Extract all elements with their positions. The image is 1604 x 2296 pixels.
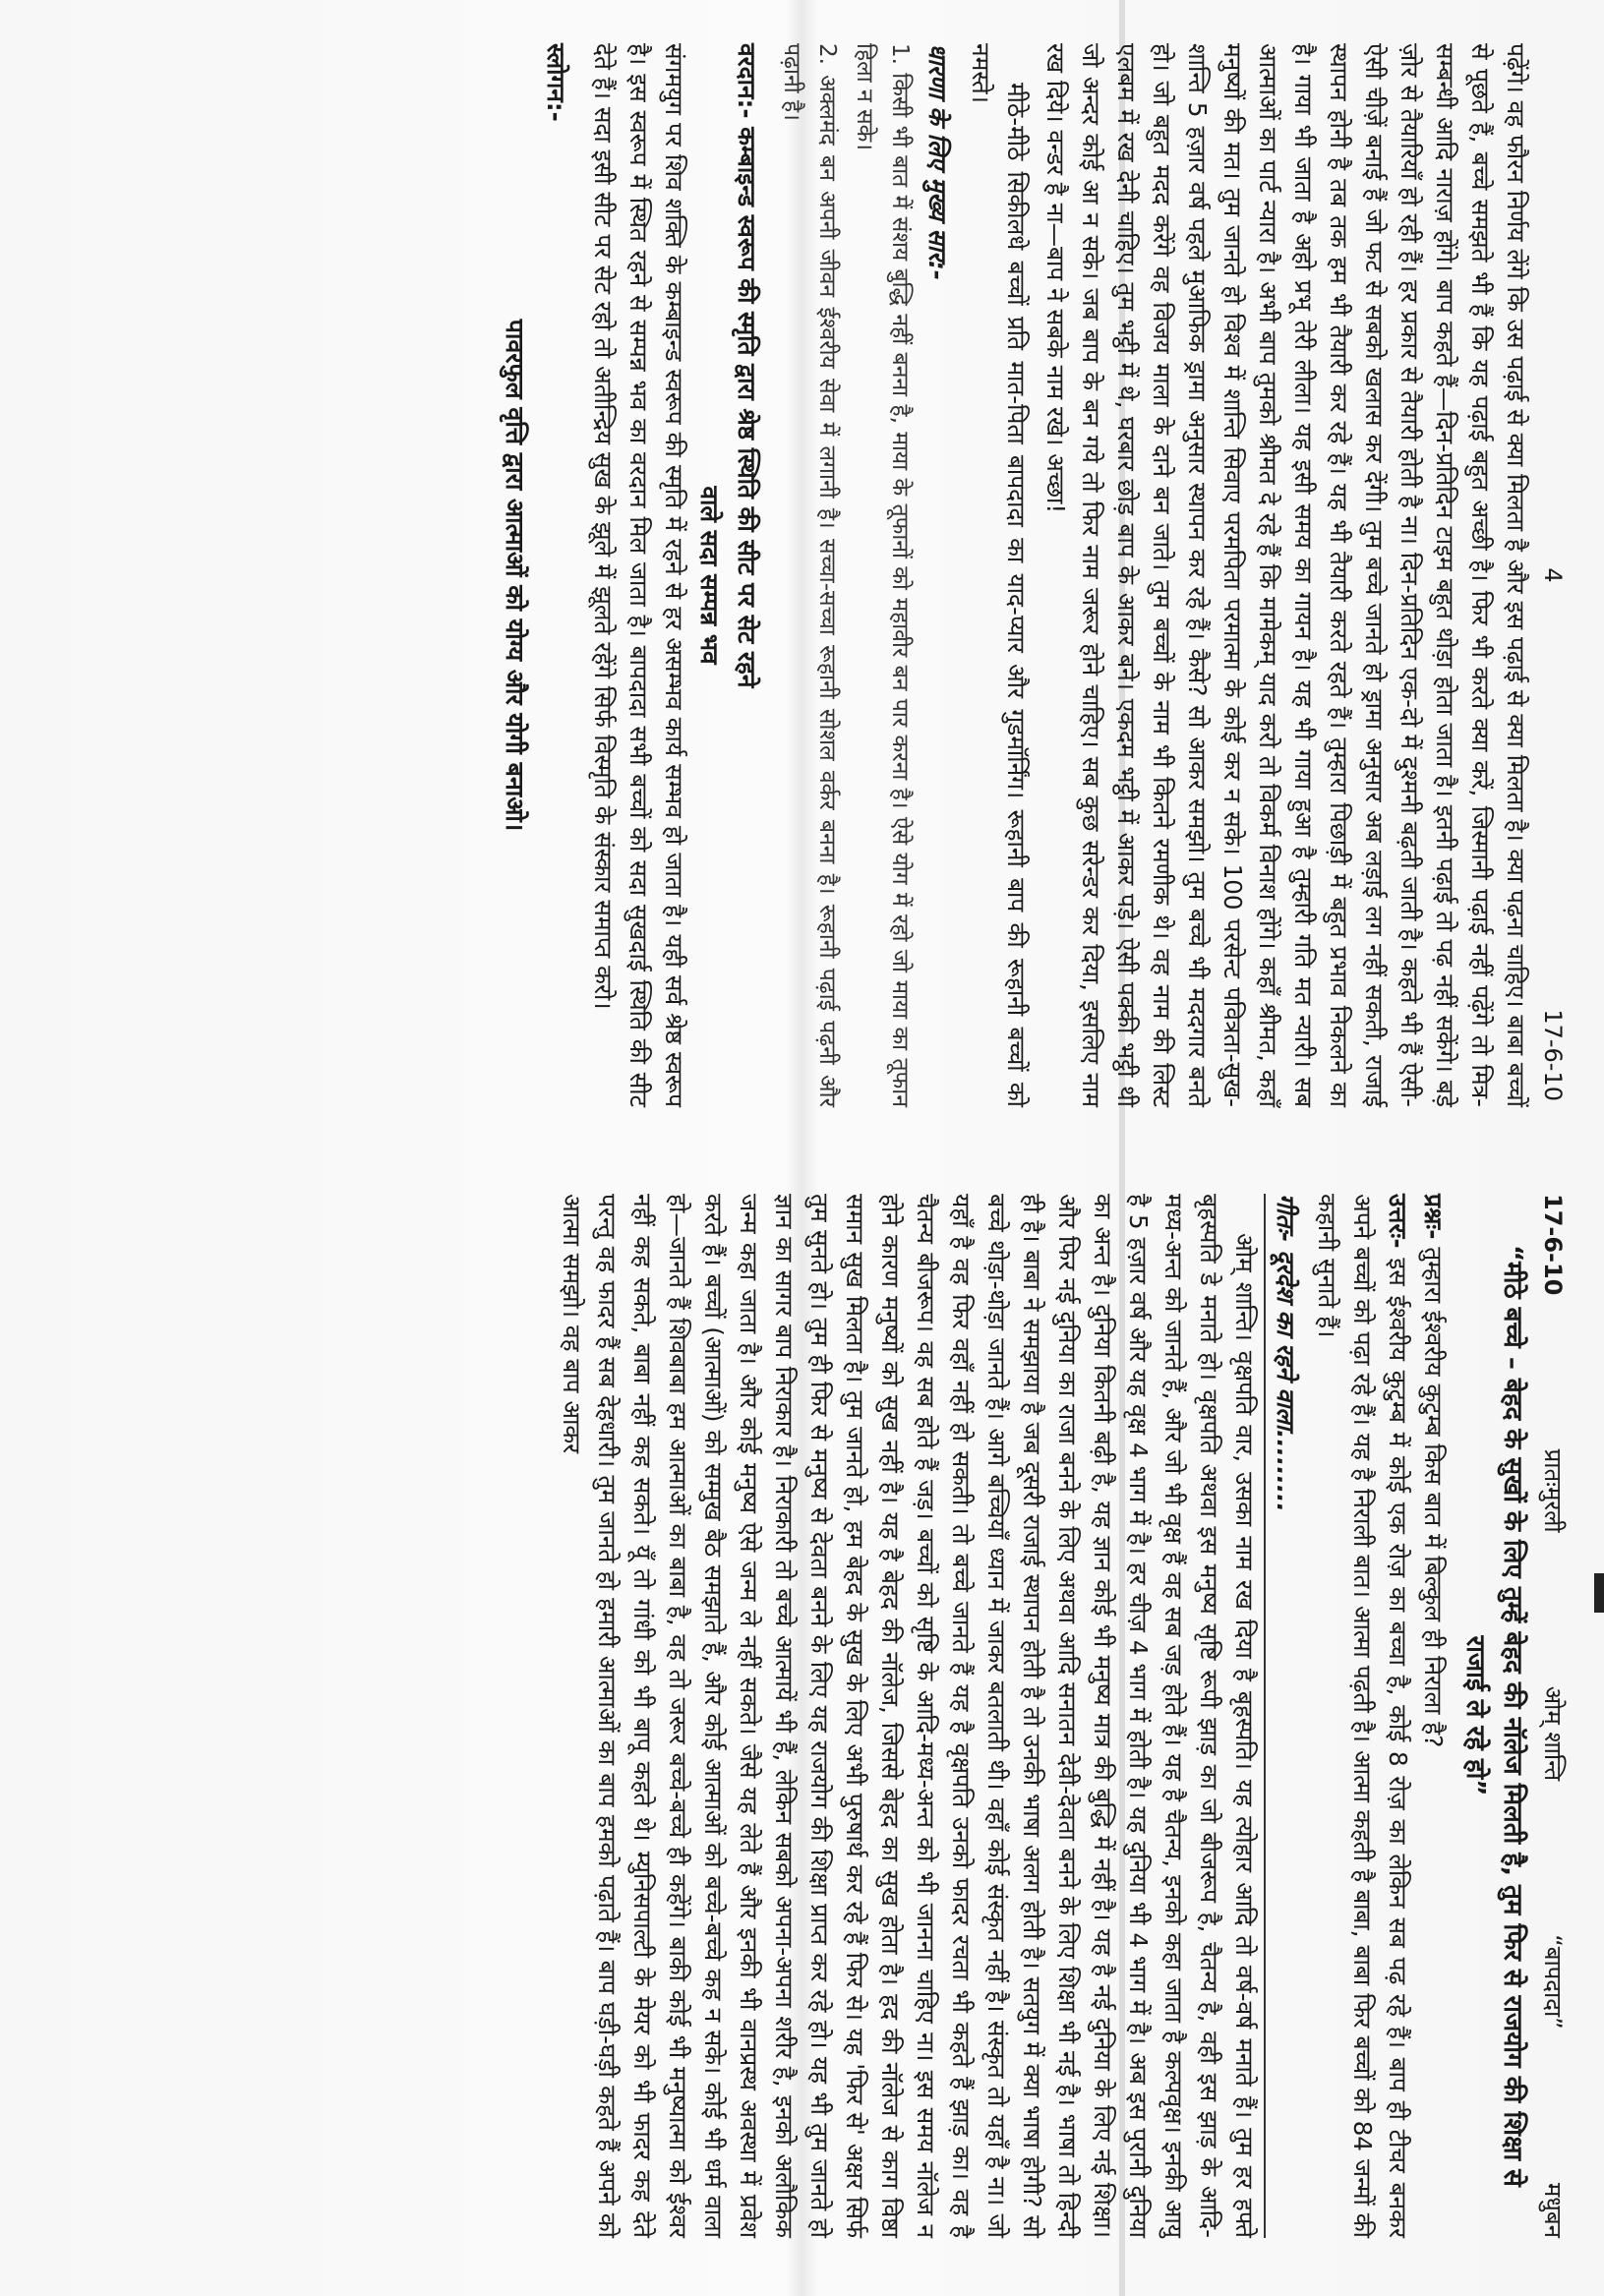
- question-label: प्रश्नः-: [1419, 1194, 1448, 1240]
- answer-label: उत्तरः-: [1384, 1194, 1412, 1249]
- question-answer: [1309, 1194, 1451, 2238]
- blessing-label: वरदान:-: [733, 43, 761, 119]
- slogan-section: [497, 43, 573, 1107]
- blessing-caption: वाले सदा सम्पन्न भव: [695, 486, 724, 665]
- murli-date: 17-6-10: [1539, 1194, 1567, 1296]
- dharna-point: 2. अक्लमंद बन अपनी जीवन ईश्वरीय सेवा में लगानी है। सच्चा-सच्चा रूहानी सोशल वर्कर बनना है। रूहानी पढ़ाई पढ़नी और पढ़ानी है।: [779, 43, 840, 1107]
- binder-mark: [1594, 1573, 1604, 1613]
- slogan-text: पावरफुल वृत्ति द्वारा आत्माओं को योग्य और योगी बनाओ।: [501, 319, 529, 832]
- blessing-text: संगमयुग पर शिव शक्ति के कम्बाइन्ड स्वरूप की स्मृति में रहने से हर असम्भव कार्य सम्भव हो जाता है। यही सर्व श्रेष्ठ स्वरूप है। इस स्वरूप में स्थित रहने से सम्पन्न भव का वरदान मिल जाता है। बापदादा सभी बच्चों को सदा सुखदाई स्थिति की सीट देते हैं। सदा इसी सीट पर सेट रहो तो अतीन्द्रिय सुख के झूले में झूलते रहेंगे सिर्फ विस्मृति के संस्कार समाप्त करो।: [589, 43, 688, 1107]
- murli-title: “मीठे बच्चे – बेहद के सुखों के लिए तुम्हें बेहद की नॉलेज मिलती है, तुम फिर से राजयोग की शिक्षा से राजाई ले रहे हो”: [1460, 1245, 1527, 2187]
- murli-place: मधुबन: [1539, 2182, 1567, 2238]
- blessing-line: कम्बाइन्ड स्वरूप की स्मृति द्वारा श्रेष्ठ स्थिति की सीट पर सेट रहने: [733, 127, 761, 688]
- murli-greeting: ओम् शान्ति: [1539, 1685, 1567, 1782]
- body-paragraph: ओम् शान्ति। वृक्षपति वार, उसका नाम रख दिया है बृहस्पति। यह त्योहार आदि तो वर्ष-वर्ष मनाते हैं। तुम हर हफ्ते बृहस्पति डे मनाते हो। वृक्षपति अथवा इस मनुष्य सृष्टि रूपी झाड़ का जो बीजरूप है, चैतन्य है, वही इस झाड़ के आदि-मध्य-अन्त को जानते हैं, और जो भी वृक्ष हैं वह सब जड़ होते हैं। यह है चैतन्य, इनको कहा जाता है कल्पवृक्ष। इनकी आयु है 5 हज़ार वर्ष और यह वृक्ष 4 भाग में है। हर चीज़ 4 भाग में होती है। यह दुनिया भी 4 भाग में है। अब इस पुरानी दुनिया का अन्त है। दुनिया कितनी बढ़ी है, यह ज्ञान कोई भी मनुष्य मात्र की बुद्धि में नहीं है। यह है नई दुनिया के लिए नई शिक्षा। और फिर नई दुनिया का राजा बनने के लिए अथवा आदि सनातन देवी-देवता बनने के लिए शिक्षा भी नई है। भाषा तो हिन्दी ही है। बाबा ने समझाया है जब दूसरी राजाई स्थापन होती है तो उनकी भाषा अलग होती है। सतयुग में क्या भाषा होगी? सो बच्चे थोड़ा-थोड़ा जानते हैं। आगे बच्चियाँ ध्यान में जाकर बतलाती थी। वहाँ कोई संस्कृत नहीं है। संस्कृत तो यहाँ है ना। जो यहाँ है वह फिर वहाँ नहीं हो सकती। तो बच्चे जानते हैं यह है वृक्षपति उनको फादर रचता भी कहते हैं झाड़ का। वह है चैतन्य बीजरूप। वह सब होते हैं जड़। बच्चों को सृष्टि के आदि-मध्य-अन्त को भी जानना चाहिए ना। इस समय नॉलेज न होने कारण मनुष्यों को सुख नहीं है। यह है बेहद की नॉलेज, जिससे बेहद का सुख होता है। हद की नॉलेज से काग विष्ठा समान सुख मिलता है। तुम जानते हो, हम बेहद के सुख के लिए अभी पुरुषार्थ कर रहे हैं फिर से। यह 'फिर से' अक्षर सिर्फ तुम सुनते हो। तुम ही फिर से मनुष्य से देवता बनने के लिए यह राजयोग की शिक्षा प्राप्त कर रहे हो। यह भी तुम जानते हो ज्ञान का सागर बाप निराकार है। निराकारी तो बच्चे आत्मायें भी हैं, लेकिन सबको अपना-अपना शरीर है, इनको अलौकिक जन्म कहा जाता है। और कोई मनुष्य ऐसे जन्म ले नहीं सकते। जैसे यह लेते हैं और इनकी भी वानप्रस्थ अवस्था में प्रवेश करते हैं। बच्चों (आत्माओं) को सम्मुख बैठ समझाते हैं, और कोई आत्माओं को बच्चे-बच्चे कह न सके। कोई भी धर्म वाला हो—जानते हैं शिवबाबा हम आत्माओं का बाबा है, वह तो जरूर बच्चे-बच्चे ही कहेंगे। बाकी कोई भी मनुष्यात्मा को ईश्वर नहीं कह सकते, बाबा नहीं कह सकते। यूँ तो गांधी को भी बापू कहते थे। म्युनिसपाल्टी के मेयर को भी फादर कह देते परन्तु वह फादर हैं सब देहधारी। तुम जानते हो हमारी आत्माओं का बाप हमको पढ़ाते हैं। बाप घड़ी-घड़ी कहते हैं अपने को आत्मा समझो। वह बाप आकर: [558, 1194, 1259, 2238]
- body-paragraph: पढ़ेंगे। वह फौरन निर्णय लेंगे कि उस पढ़ाई से क्या मिलता है और इस पढ़ाई से क्या मिलता है। क्या पढ़ना चाहिए। बाबा बच्चों से पूछते हैं, बच्चे समझते भी हैं कि यह पढ़ाई बहुत अच्छी है। फिर भी करते क्या करें, जिस्मानी पढ़ाई नहीं पढ़ेंगे तो मित्र-सम्बन्धी आदि नाराज़ होंगे। बाप कहते हैं—दिन-प्रतिदिन टाइम बहुत थोड़ा होता जाता है। इतनी पढ़ाई तो पढ़ नहीं सकेंगे। बड़े ज़ोर से तैयारियाँ हो रही हैं। हर प्रकार से तैयारी होती है ना। दिन-प्रतिदिन एक-दो में दुश्मनी बढ़ती जाती है। कहते भी हैं ऐसी-ऐसी चीज़ें बनाई हैं जो फट से सबको खलास कर देंगी। तुम बच्चे जानते हो ड्रामा अनुसार अब लड़ाई लग नहीं सकती, राजाई स्थापन होनी है तब तक हम भी तैयारी कर रहे हैं। यह भी तैयारी करते रहते हैं। तुम्हारा पिछाड़ी में बहुत प्रभाव निकलने का है। गाया भी जाता है अहो प्रभू तेरी लीला। यह इसी समय का गायन है। यह भी गाया हुआ है तुम्हारी गति मत न्यारी। सब आत्माओं का पार्ट न्यारा है। अभी बाप तुमको श्रीमत दे रहे हैं कि मामेकम् याद करो तो विकर्म विनाश होंगे। कहाँ श्रीमत, कहाँ मनुष्यों की मत। तुम जानते हो विश्व में शान्ति सिवाए परमपिता परमात्मा के कोई कर न सके। 100 परसेन्ट पवित्रता-सुख-शान्ति 5 हज़ार वर्ष पहले मुआफिक ड्रामा अनुसार स्थापन कर रहे हैं। कैसे? सो आकर समझो। तुम बच्चे भी मददगार बनते हो। जो बहुत मदद करेंगे वह विजय माला के दाने बन जाते। तुम बच्चों के नाम भी कितने रमणीक थे। वह नाम की लिस्ट एलबम में रख देनी चाहिए। तुम भट्ठी में थे, घरबार छोड़ बाप के आकर बने। एकदम भट्ठी में आकर पड़े। ऐसी पक्की भट्ठी थी जो अन्दर कोई आ न सके। जब बाप के बन गये तो फिर नाम जरूर होने चाहिए। सब कुछ सरेन्डर कर दिया, इसलिए नाम रख दिये। वन्डर है ना—बाप ने सबके नाम रखे। अच्छा!: [1041, 43, 1530, 1107]
- blessing-section: [691, 43, 764, 1107]
- murli-speaker: “बापदादा”: [1539, 1934, 1567, 2030]
- dharna-heading: धारणा के लिए मुख्य सार:-: [923, 43, 952, 281]
- murli-session: प्रातःमुरली: [1539, 1448, 1567, 1533]
- love-remembrance: मीठे-मीठे सिकीलधे बच्चों प्रति मात-पिता बापदादा का याद-प्यार और गुडमॉर्निंग। रूहानी बाप की रूहानी बच्चों को नमस्ते।: [967, 43, 1031, 1107]
- slogan-label: स्लोगन:-: [542, 43, 570, 122]
- answer-text: इस ईश्वरीय कुटुम्ब में कोई एक रोज़ का बच्चा है, कोई 8 रोज़ का लेकिन सब पढ़ रहे हैं। बाप ही टीचर बनकर अपने बच्चों को पढ़ा रहे हैं। यह है निराली बात। आत्मा पढ़ती है। आत्मा कहती है बाबा, बाबा फिर बच्चों को 84 जन्मों की कहानी सुनाते हैं।: [1313, 1194, 1412, 2238]
- page-date: 17-6-10: [1539, 1009, 1567, 1101]
- question-text: तुम्हारा ईश्वरीय कुटुम्ब किस बात में बिल्कुल ही निराला है?: [1419, 1247, 1448, 1748]
- dharna-points: [774, 43, 918, 1107]
- song-label: गीतः-: [1272, 1194, 1300, 1243]
- page-4: [44, 10, 1588, 1141]
- page-murli-start: [44, 1160, 1588, 2271]
- page-number: 4: [1539, 567, 1567, 583]
- song-title: दूरदेश का रहने वाला.........: [1272, 1250, 1300, 1512]
- rotated-content: [15, 10, 1588, 2271]
- song-line: [1264, 1194, 1303, 2238]
- murli-header: [1535, 1194, 1571, 2238]
- dharna-point: 1. किसी भी बात में संशय बुद्धि नहीं बनना है, माया के तूफानों को महावीर बन पार करना है। ऐसे योग में रहो जो माया का तूफान हिला न सके।: [852, 43, 913, 1107]
